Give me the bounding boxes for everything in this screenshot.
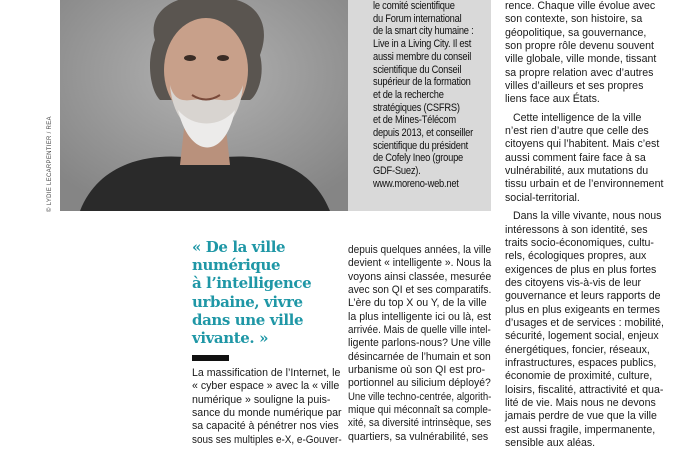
right-column: [505, 0, 677, 450]
middle-column: [348, 244, 491, 444]
text-line: d’usages et de services : mobilité,: [505, 316, 664, 329]
text-line: de la smart city humaine :: [373, 25, 474, 38]
text-line: à l’intelligence: [192, 274, 312, 293]
text-line: énergétiques, foncier, réseaux,: [505, 343, 650, 356]
pull-quote-rule: [192, 355, 229, 361]
text-line: intéressons à son identité, ses: [505, 223, 648, 236]
text-line: de Cofely Ineo (groupe: [373, 152, 464, 165]
text-line: traits socio-économiques, cultu-: [505, 236, 654, 249]
text-line: jamais perdre de vue que la ville: [505, 410, 657, 423]
text-line: Live in a Living City. Il est: [373, 38, 472, 51]
text-line: ligente parlons-nous? Une ville: [348, 337, 491, 350]
text-line: depuis 2013, et conseiller: [373, 127, 474, 140]
text-line: citoyens qui l’habitent. Mais c’est: [505, 138, 660, 151]
text-line: Cette intelligence de la ville: [513, 111, 642, 124]
text-line: rence. Chaque ville évolue avec: [505, 0, 656, 12]
text-line: et de Mines-Télécom: [373, 114, 456, 127]
text-line: sécurité, logement social, enjeux: [505, 330, 659, 343]
text-line: stratégiques (CSFRS): [373, 101, 460, 114]
text-line: du Forum international: [373, 12, 462, 25]
text-line: depuis quelques années, la ville: [348, 244, 492, 256]
text-line: des citoyens vis-à-vis de leur: [505, 276, 642, 289]
text-line: L’ère du top X ou Y, de la ville: [348, 297, 487, 310]
text-line: social-territorial.: [505, 191, 580, 204]
text-line: plus en plus exigeants en termes: [505, 303, 660, 316]
text-line: son propre rôle devenu souvent: [505, 40, 655, 53]
text-line: www.moreno-web.net: [373, 177, 459, 190]
text-line: arrivée. Mais de quelle ville intel-: [348, 324, 491, 337]
text-line: son contexte, son histoire, sa: [505, 13, 643, 26]
text-line: dans une ville: [192, 310, 304, 329]
text-line: tissu urbain et de l’environnement: [505, 178, 664, 191]
text-line: GDF-Suez).: [373, 165, 421, 178]
text-line: loisirs, fiscalité, attractivité et qua-: [505, 383, 664, 396]
text-line: sensible aux aléas.: [505, 437, 596, 449]
bio-box: [348, 0, 491, 211]
text-line: « cyber espace » avec la « ville: [192, 380, 340, 393]
text-line: vulnérabilité, aux mutations du: [505, 165, 649, 178]
text-line: exigences de plus en plus fortes: [505, 263, 657, 276]
text-line: vivante. »: [192, 329, 269, 348]
text-line: sous ses multiples e-X, e-Gouver-: [192, 433, 342, 446]
text-line: devient « intelligente ». Nous la: [348, 257, 492, 270]
portrait-photo: [60, 0, 348, 211]
text-line: économie de proximité, culture,: [505, 370, 653, 383]
text-line: n’est rien d’autre que celle des: [505, 125, 649, 138]
text-line: et de la recherche: [373, 88, 444, 101]
text-line: infrastructures, espaces publics,: [505, 356, 657, 369]
left-column-text: [192, 367, 342, 447]
text-line: sance du monde numérique par: [192, 407, 342, 420]
text-line: numérique: [192, 256, 281, 275]
text-line: voyons ainsi classée, mesurée: [348, 270, 492, 283]
text-line: supérieur de la formation: [373, 76, 471, 89]
text-line: ville globale, ville monde, tissant: [505, 53, 657, 66]
text-line: gouvernance et leurs rapports de: [505, 290, 661, 303]
pull-quote: [192, 238, 342, 347]
text-line: La massification de l’Internet, le: [192, 367, 341, 379]
text-line: aussi comment faire face à sa: [505, 151, 646, 164]
text-line: urbaine, vivre: [192, 292, 303, 311]
text-line: aussi membre du conseil: [373, 50, 472, 63]
text-line: « De la ville: [192, 238, 286, 256]
text-line: urbanisme où son QI est pro-: [348, 364, 486, 377]
text-line: Dans la ville vivante, nous nous: [513, 210, 662, 223]
text-line: numérique » souligne la puis-: [192, 393, 331, 406]
text-line: avec son QI et ses comparatifs.: [348, 284, 492, 297]
text-line: rels, écologiques propres, aux: [505, 250, 647, 263]
text-line: quartiers, sa vulnérabilité, ses: [348, 430, 489, 443]
text-line: portionnel au silicium déployé?: [348, 377, 491, 390]
text-line: scientifique du Conseil: [373, 63, 462, 76]
text-line: sa capacité à pénétrer nos vies: [192, 420, 339, 433]
text-line: le comité scientifique: [373, 0, 455, 12]
text-line: sa propre relation avec d’autres: [505, 66, 654, 79]
text-line: mique qui méconnaît sa comple-: [348, 404, 492, 417]
text-line: villes d’ailleurs et ses propres: [505, 80, 644, 93]
text-line: lité de vie. Mais nous ne devons: [505, 396, 656, 409]
text-line: scientifique du président: [373, 139, 469, 152]
text-line: est aussi fragile, impermanente,: [505, 423, 656, 436]
text-line: la plus intelligente ici ou là, est: [348, 310, 492, 323]
text-line: liens face aux États.: [505, 93, 600, 106]
text-line: désincarnée de l’humain et son: [348, 350, 491, 363]
text-line: Une ville techno-centrée, algorith-: [348, 390, 492, 403]
text-line: xité, sa diversité intrinsèque, ses: [348, 417, 492, 430]
photo-credit: © LYDIE LECARPENTIER / REA: [47, 116, 53, 212]
text-line: géopolitique, sa gouvernance,: [505, 26, 647, 39]
